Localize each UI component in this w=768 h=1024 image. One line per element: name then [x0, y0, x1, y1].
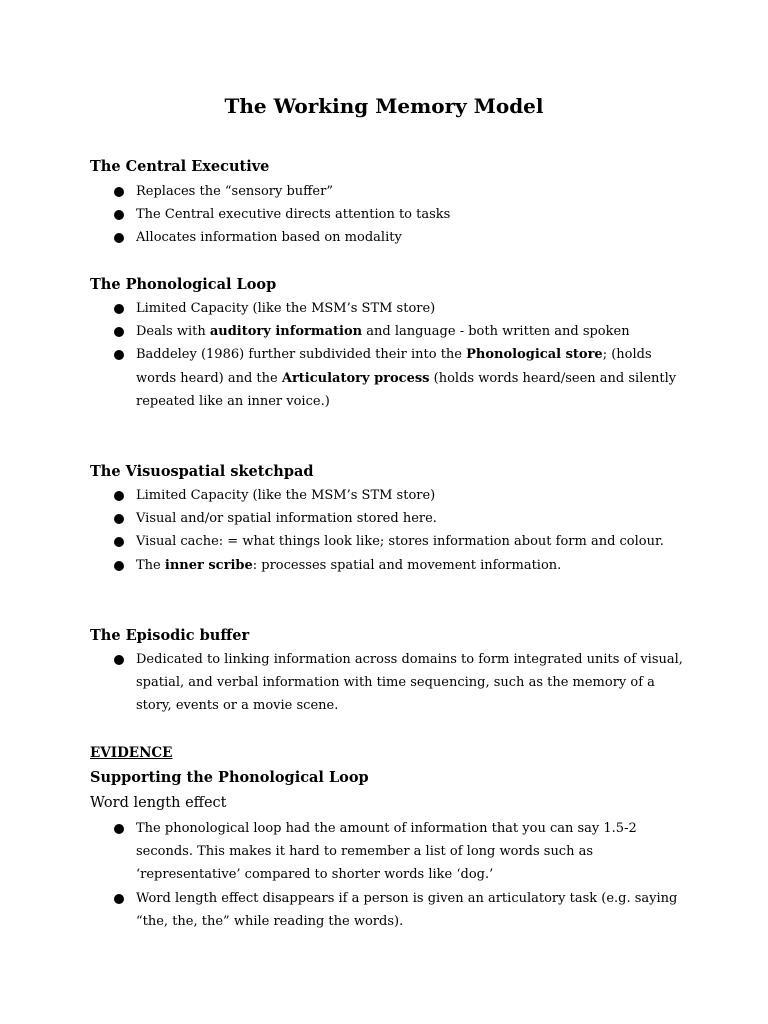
bold-term: auditory information — [209, 324, 363, 340]
list-item-text: The — [136, 557, 165, 573]
list-item-text: Baddeley (1986) further subdivided their into the — [136, 347, 467, 363]
document-title: The Working Memory Model — [224, 94, 544, 118]
list-item: Allocates information based on modality — [112, 226, 692, 249]
list-item-text: and language - both written and spoken — [362, 324, 630, 340]
list-item-text: : processes spatial and movement information. — [252, 557, 562, 573]
section-heading-episodic-buffer: The Episodic buffer — [90, 627, 250, 644]
list-item: Limited Capacity (like the MSM’s STM store) — [112, 484, 692, 507]
list-item — [112, 554, 692, 577]
evidence-subsubheading: Word length effect — [90, 795, 227, 811]
evidence-heading: EVIDENCE — [90, 745, 173, 761]
list-item: Replaces the “sensory buffer” — [112, 180, 692, 203]
list-item: The phonological loop had the amount of information that you can say 1.5-2 seconds. This makes it hard to remember a list of long words such as ‘representative’ compared to shorter words like ‘dog.’ — [112, 817, 692, 887]
section-heading-central-executive: The Central Executive — [90, 158, 270, 175]
list-item: Dedicated to linking information across domains to form integrated units of visual, spatial, and verbal information with time sequencing, such as the memory of a story, events or a movie scene. — [112, 648, 692, 718]
section-heading-phonological-loop: The Phonological Loop — [90, 276, 277, 293]
bold-term: Articulatory process — [281, 370, 430, 386]
visuospatial-list — [112, 484, 692, 577]
bold-term: inner scribe — [164, 557, 253, 573]
list-item — [112, 343, 692, 413]
list-item: Visual and/or spatial information stored here. — [112, 507, 692, 530]
list-item: Visual cache: = what things look like; stores information about form and colour. — [112, 530, 692, 553]
list-item: Limited Capacity (like the MSM’s STM store) — [112, 297, 692, 320]
list-item: The Central executive directs attention to tasks — [112, 203, 692, 226]
list-item-text: Deals with — [136, 324, 210, 340]
list-item: Word length effect disappears if a person is given an articulatory task (e.g. saying “the, the, the” while reading the words). — [112, 887, 692, 933]
list-item — [112, 320, 692, 343]
bold-term: Phonological store — [466, 347, 603, 363]
evidence-subheading: Supporting the Phonological Loop — [90, 769, 369, 786]
central-executive-list — [112, 180, 692, 250]
episodic-list — [112, 648, 692, 718]
list-item-text: (holds words heard/seen and silently repeated like an inner voice.) — [136, 370, 677, 409]
list-item-text: ; (holds words heard) and the — [136, 347, 652, 386]
evidence-list — [112, 817, 692, 933]
section-heading-visuospatial-sketchpad: The Visuospatial sketchpad — [90, 463, 314, 480]
phonological-loop-list — [112, 297, 692, 413]
